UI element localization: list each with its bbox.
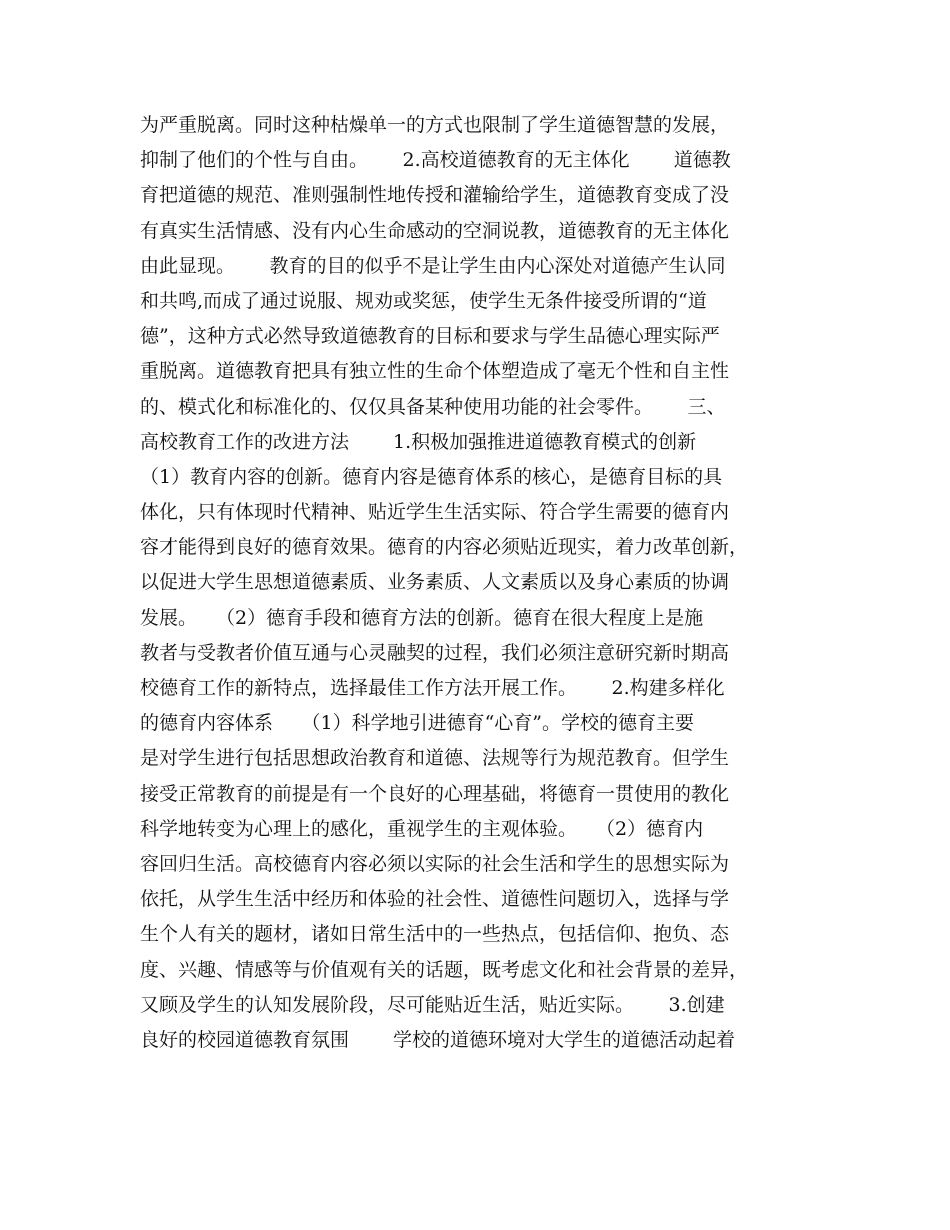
text-line: 良好的校园道德教育氛围 学校的道德环境对大学生的道德活动起着 xyxy=(140,1028,736,1051)
text-line: 抑制了他们的个性与自由。 2.高校道德教育的无主体化 道德教 xyxy=(140,149,731,172)
text-line: 有真实生活情感、没有内心生命感动的空洞说教，道德教育的无主体化 xyxy=(140,219,730,242)
text-line: 育把道德的规范、准则强制性地传授和灌输给学生，道德教育变成了没 xyxy=(140,184,730,207)
text-line: 是对学生进行包括思想政治教育和道德、法规等行为规范教育。但学生 xyxy=(140,747,730,770)
text-line: 的德育内容体系 （1）科学地引进德育“心育”。学校的德育主要 xyxy=(140,712,695,735)
text-line: 教者与受教者价值互通与心灵融契的过程，我们必须注意研究新时期高 xyxy=(140,641,730,664)
text-line: 生个人有关的题材，诸如日常生活中的一些热点，包括信仰、抱负、态 xyxy=(140,923,730,946)
text-line: 科学地转变为心理上的感化，重视学生的主观体验。 （2）德育内 xyxy=(140,817,704,840)
text-line: 以促进大学生思想道德素质、业务素质、人文素质以及身心素质的协调 xyxy=(140,571,730,594)
text-line: （1）教育内容的创新。德育内容是德育体系的核心，是德育目标的具 xyxy=(140,465,723,488)
text-line: 的、模式化和标准化的、仅仅具备某种使用功能的社会零件。 三、 xyxy=(140,395,726,418)
text-line: 体化，只有体现时代精神、贴近学生生活实际、符合学生需要的德育内 xyxy=(140,501,730,524)
text-line: 为严重脱离。同时这种枯燥单一的方式也限制了学生道德智慧的发展， xyxy=(140,114,730,136)
text-line: 又顾及学生的认知发展阶段，尽可能贴近生活，贴近实际。 3.创建 xyxy=(140,993,725,1016)
text-line: 度、兴趣、情感等与价值观有关的话题，既考虑文化和社会背景的差异， xyxy=(140,958,749,981)
body-text xyxy=(140,108,820,1058)
text-line: 德”，这种方式必然导致道德教育的目标和要求与学生品德心理实际严 xyxy=(140,325,720,348)
text-line: 重脱离。道德教育把具有独立性的生命个体塑造成了毫无个性和自主性 xyxy=(140,360,730,383)
text-line: 高校教育工作的改进方法 1.积极加强推进道德教育模式的创新 xyxy=(140,430,697,453)
text-line: 发展。 （2）德育手段和德育方法的创新。德育在很大程度上是施 xyxy=(140,606,704,629)
text-line: 校德育工作的新特点，选择最佳工作方法开展工作。 2.构建多样化 xyxy=(140,677,725,699)
text-line: 容才能得到良好的德育效果。德育的内容必须贴近现实，着力改革创新， xyxy=(140,536,749,559)
text-line: 和共鸣,而成了通过说服、规劝或奖惩，使学生无条件接受所谓的“道 xyxy=(140,289,707,312)
text-line: 依托，从学生生活中经历和体验的社会性、道德性问题切入，选择与学 xyxy=(140,888,730,911)
text-line: 容回归生活。高校德育内容必须以实际的社会生活和学生的思想实际为 xyxy=(140,852,730,875)
text-line: 由此显现。 教育的目的似乎不是让学生由内心深处对道德产生认同 xyxy=(140,254,726,277)
text-line: 接受正常教育的前提是有一个良好的心理基础，将德育一贯使用的教化 xyxy=(140,782,730,805)
